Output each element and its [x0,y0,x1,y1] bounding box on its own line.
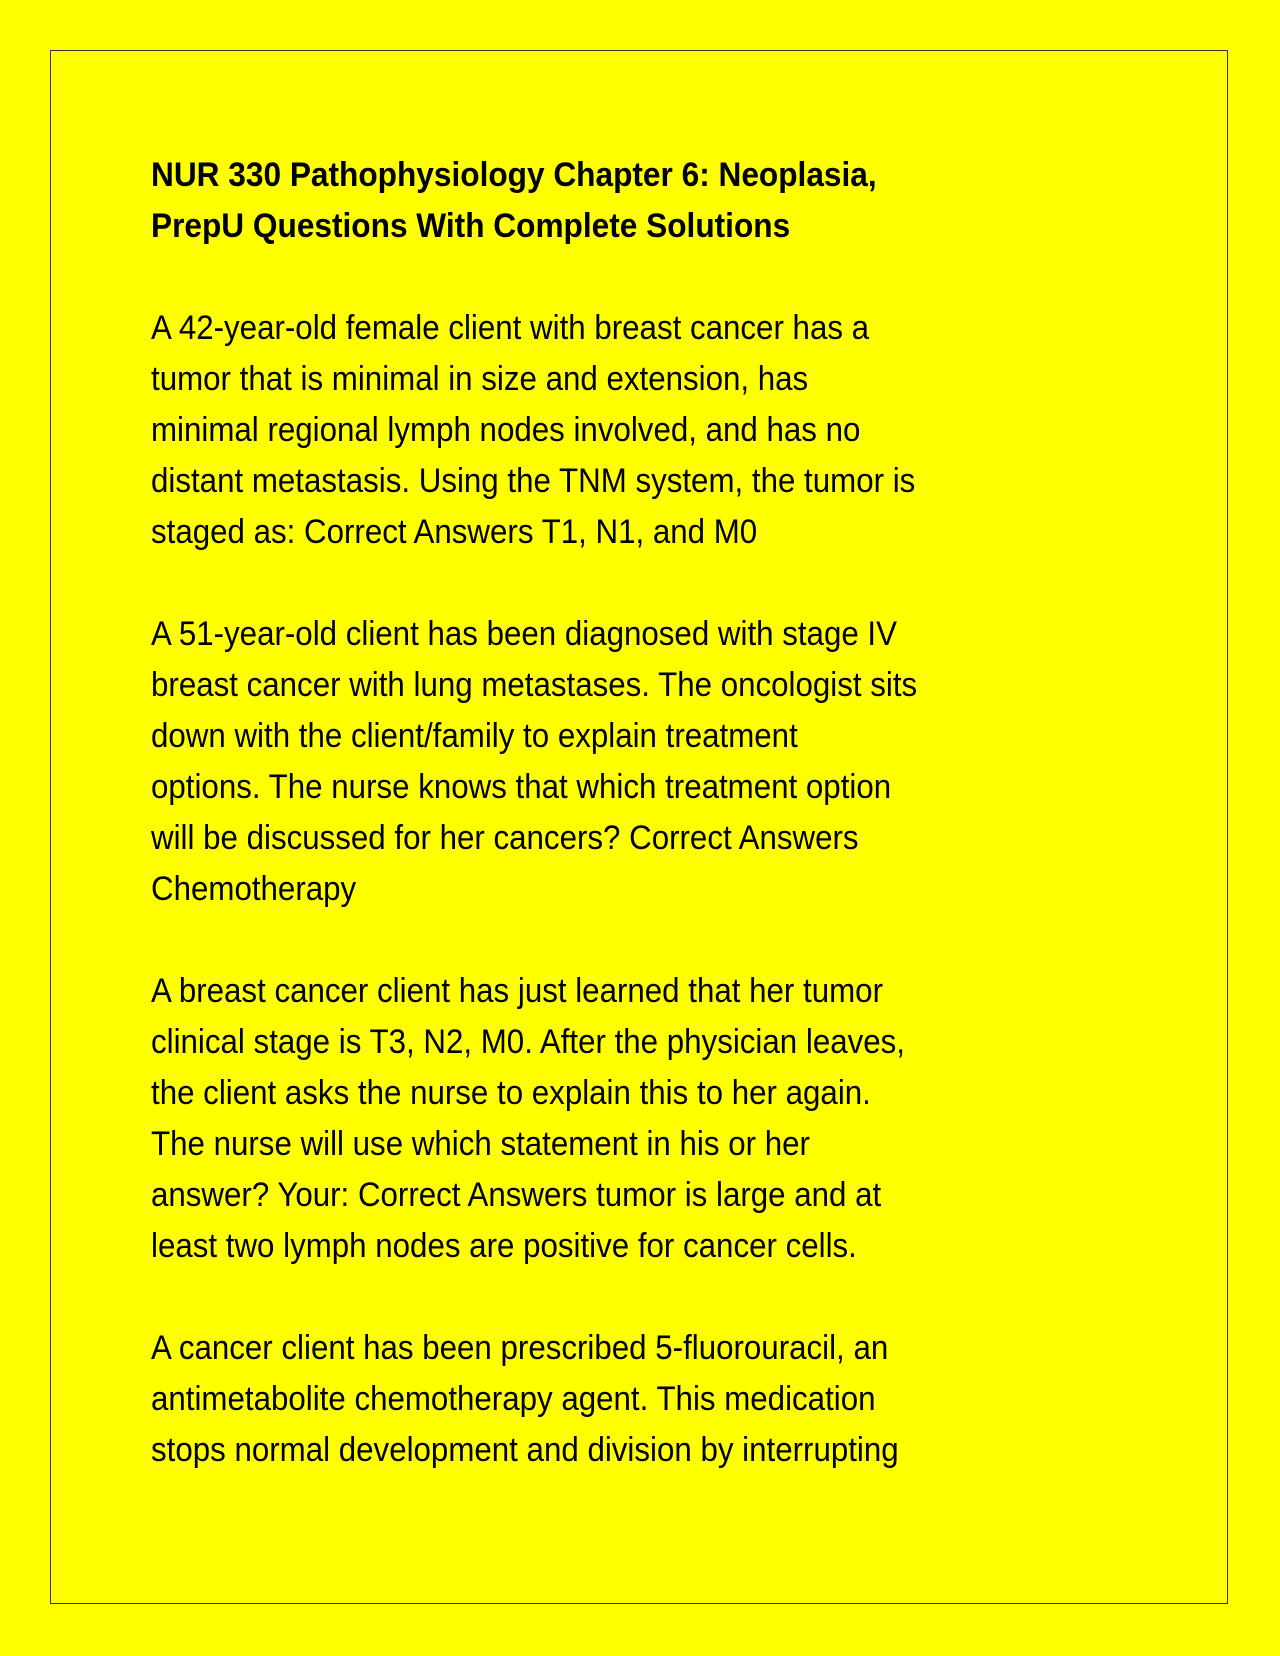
document-body [151,150,1151,1527]
question-text-line: options. The nurse knows that which treatment option [151,768,892,806]
question-2 [151,609,1151,915]
title-line: NUR 330 Pathophysiology Chapter 6: Neoplasia, [151,156,877,194]
question-text-line: breast cancer with lung metastases. The oncologist sits [151,666,918,704]
document-title [151,150,1151,252]
question-text-line: tumor that is minimal in size and extension, has [151,360,809,398]
question-answer-line: Chemotherapy [151,870,357,908]
question-text-line: down with the client/family to explain treatment [151,717,798,755]
question-text-line: A 42-year-old female client with breast cancer has a [151,309,870,347]
question-answer-line: answer? Your: Correct Answers tumor is large and at [151,1176,882,1214]
question-text-line: A 51-year-old client has been diagnosed with stage IV [151,615,897,653]
question-text-line: clinical stage is T3, N2, M0. After the physician leaves, [151,1023,905,1061]
question-text-line: the client asks the nurse to explain this to her again. [151,1074,871,1112]
question-answer-line: will be discussed for her cancers? Correct Answers [151,819,859,857]
question-3 [151,966,1151,1272]
question-text-line: distant metastasis. Using the TNM system, the tumor is [151,462,916,500]
question-4 [151,1323,1151,1476]
question-text-line: stops normal development and division by interrupting [151,1431,899,1469]
question-text-line: A cancer client has been prescribed 5-fluorouracil, an [151,1329,889,1367]
question-answer-line: staged as: Correct Answers T1, N1, and M0 [151,513,758,551]
question-1 [151,303,1151,558]
question-text-line: minimal regional lymph nodes involved, and has no [151,411,861,449]
question-text-line: antimetabolite chemotherapy agent. This medication [151,1380,876,1418]
question-text-line: A breast cancer client has just learned that her tumor [151,972,884,1010]
title-line: PrepU Questions With Complete Solutions [151,207,791,245]
question-text-line: The nurse will use which statement in his or her [151,1125,810,1163]
question-answer-line: least two lymph nodes are positive for cancer cells. [151,1227,857,1265]
